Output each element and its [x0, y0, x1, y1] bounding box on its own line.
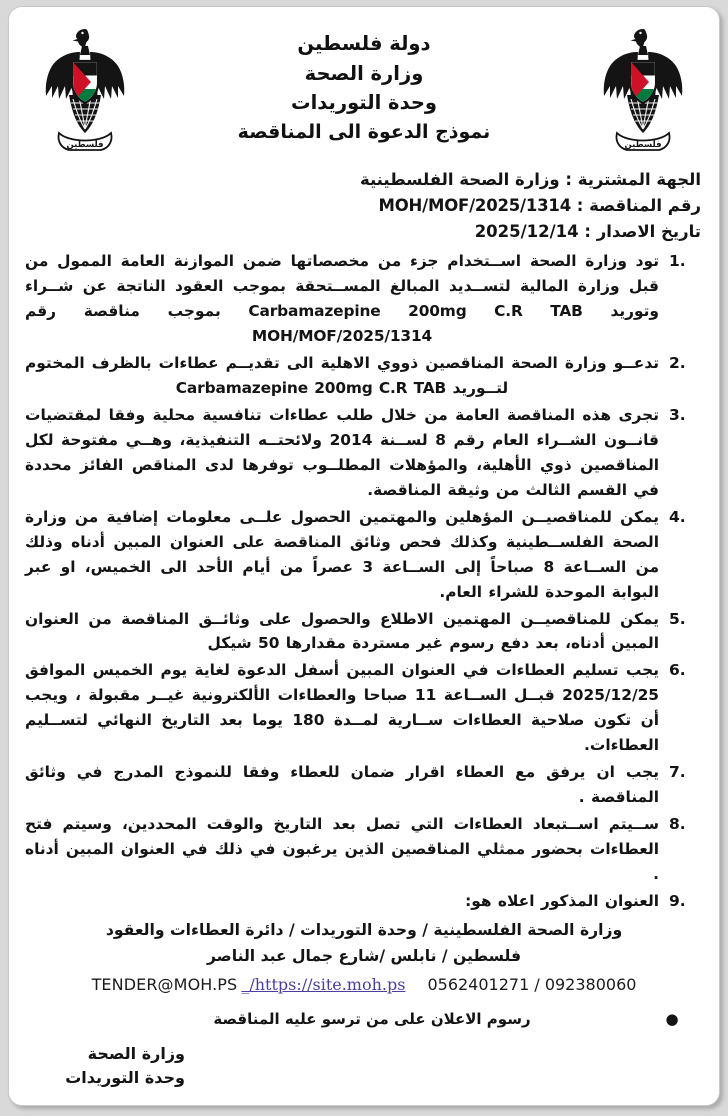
tender-number-label: رقم المناقصة : — [576, 196, 701, 216]
clause-arabic-text: تود وزارة الصحة اســتخدام جزء من مخصصاتها ضمن الموازنة العامة الممول من قبل وزارة المالية لتســديد المبالغ المســتحقة بموجب العقود الناتجة عن شــراء وتوريد — [25, 252, 659, 321]
address-block — [25, 918, 703, 994]
clause-arabic-text: تجرى هذه المناقصة العامة من خلال طلب عطاءات تنافسية محلية وفقا لمقتضيات قانــون الشــراء العام رقم 8 لســنة 2014 ولائحتــه التنفيذية، وهــي مفتوحة لكل المناقصين ذوي الأهلية، والمؤهلات المطلــوب توفرها لدى المناقص الفائز محددة في القسم الثالث من وثيقة المناقصة. — [25, 405, 659, 499]
svg-text:فلسطين: فلسطين — [624, 140, 662, 150]
clause-item — [25, 505, 703, 605]
address-line-street: فلسطين / نابلس /شارع جمال عبد الناصر — [206, 947, 522, 965]
title-line-form: نموذج الدعوة الى المناقصة — [237, 120, 491, 143]
clause-list — [25, 249, 703, 914]
clause-arabic-text: تدعــو وزارة الصحة المناقصين ذووي الاهلية الى تقديــم عطاءات بالظرف المختوم لتــوريد — [25, 354, 659, 397]
clause-arabic-text: يجب تسليم العطاءات في العنوان المبين أسفل الدعوة لغاية يوم الخميس الموافق 2025/12/25 قبــل الســاعة 11 صباحا والعطاءات الألكترونية غيــر مقبولة ، ويجب أن تكون صلاحية العطاءات ســارية لمــدة 180 يوما بعد التاريخ النهائي لتســليم العطاءات. — [25, 661, 659, 755]
clause-text — [25, 658, 659, 758]
signature-line-ministry: وزارة الصحة — [87, 1044, 185, 1064]
clause-latin-term: MOH/MOF/2025/1314 — [251, 327, 433, 346]
clause-text — [25, 760, 659, 810]
clause-arabic-text: يمكن للمناقصيــن المهتمين الاطلاع والحصول على وثائــق المناقصة من العنوان المبين أدناه، بعد دفع رسوم غير مستردة مقدارها 50 شيكل — [25, 609, 659, 653]
clause-number: 6. — [669, 661, 686, 680]
signature-block — [25, 1042, 185, 1090]
clause-number: 4. — [669, 507, 686, 526]
clause-item — [25, 760, 703, 810]
clause-number: 8. — [669, 815, 686, 834]
address-line-department: وزارة الصحة الفلسطينية / وحدة التوريدات / دائرة العطاءات والعقود — [105, 921, 623, 940]
title-line-state: دولة فلسطين — [297, 32, 431, 55]
clause-item — [25, 351, 703, 401]
clause-item — [25, 658, 703, 758]
tender-meta-block — [27, 167, 701, 245]
clause-number: 1. — [669, 252, 686, 271]
clause-latin-term: Carbamazepine 200mg C.R TAB — [248, 302, 583, 321]
document-header — [25, 17, 703, 165]
signature-line-unit: وحدة التوريدات — [65, 1068, 185, 1088]
palestine-coat-of-arms-icon-right — [597, 21, 689, 161]
tender-document-page — [8, 6, 720, 1106]
issue-date-value: 2025/12/14 — [474, 222, 579, 242]
clause-text — [25, 889, 659, 914]
tender-number-value: MOH/MOF/2025/1314 — [378, 196, 571, 216]
clause-number: 7. — [669, 763, 686, 782]
clause-text — [25, 505, 659, 605]
issue-date-label: تاريخ الاصدار : — [584, 222, 701, 242]
clause-number: 2. — [669, 354, 686, 372]
buyer-line: الجهة المشترية : وزارة الصحة الفلسطينية — [359, 170, 701, 189]
clause-item — [25, 607, 703, 657]
tender-email[interactable]: TENDER@MOH.PS — [91, 974, 238, 994]
clause-latin-term: Carbamazepine 200mg C.R TAB — [175, 378, 447, 397]
clause-item — [25, 812, 703, 887]
clause-arabic-text: بموجب مناقصة رقم — [25, 302, 249, 321]
tender-number-line — [27, 193, 701, 219]
title-line-unit: وحدة التوريدات — [290, 91, 438, 115]
bullet-icon: ● — [665, 1009, 679, 1028]
palestine-coat-of-arms-icon-left — [39, 21, 131, 161]
clause-item — [25, 403, 703, 503]
advertising-fee-text: رسوم الاعلان على من ترسو عليه المناقصة — [213, 1009, 531, 1028]
clause-number: 3. — [669, 405, 686, 424]
document-title-block — [145, 29, 583, 147]
clause-arabic-text: ســيتم اســتبعاد العطاءات التي تصل بعد التاريخ والوقت المحددين، وسيتم فتح العطاءات بحضور ممثلي المناقصين الذين يرغبون في ذلك في العنوان المبين أدناه . — [25, 815, 659, 884]
clause-text — [25, 812, 659, 887]
clause-text — [25, 607, 659, 657]
clause-arabic-text: يمكن للمناقصيــن المؤهلين والمهتمين الحصول علــى معلومات إضافية من وزارة الصحة الفلســطينية وكذلك فحص وثائق المناقصة على العنوان المبين أدناه وذلك من الســاعة 8 صباحاً إلى الســاعة 3 عصراً من أيام الأحد الى الخميس، او عبر البوابة الموحدة للشراء العام. — [25, 507, 659, 601]
svg-text:فلسطين: فلسطين — [66, 140, 104, 150]
clause-item — [25, 889, 703, 914]
clause-text — [25, 351, 659, 401]
clause-item — [25, 249, 703, 349]
contact-row — [25, 975, 703, 994]
tender-phone-numbers: 0562401271 / 092380060 — [427, 974, 637, 994]
clause-arabic-text: يجب ان يرفق مع العطاء اقرار ضمان للعطاء وفقا للنموذج المدرج في وثائق المناقصة . — [25, 763, 659, 807]
clause-number: 5. — [669, 609, 686, 628]
clause-text — [25, 249, 659, 349]
title-line-ministry: وزارة الصحة — [304, 61, 424, 85]
advertising-fee-note — [25, 1008, 703, 1031]
clause-text — [25, 403, 659, 503]
issue-date-line — [27, 219, 701, 245]
tender-website-link[interactable]: _/https://site.moh.ps — [241, 974, 406, 994]
clause-arabic-text: العنوان المذكور اعلاه هو: — [465, 892, 659, 911]
clause-number: 9. — [669, 892, 686, 911]
